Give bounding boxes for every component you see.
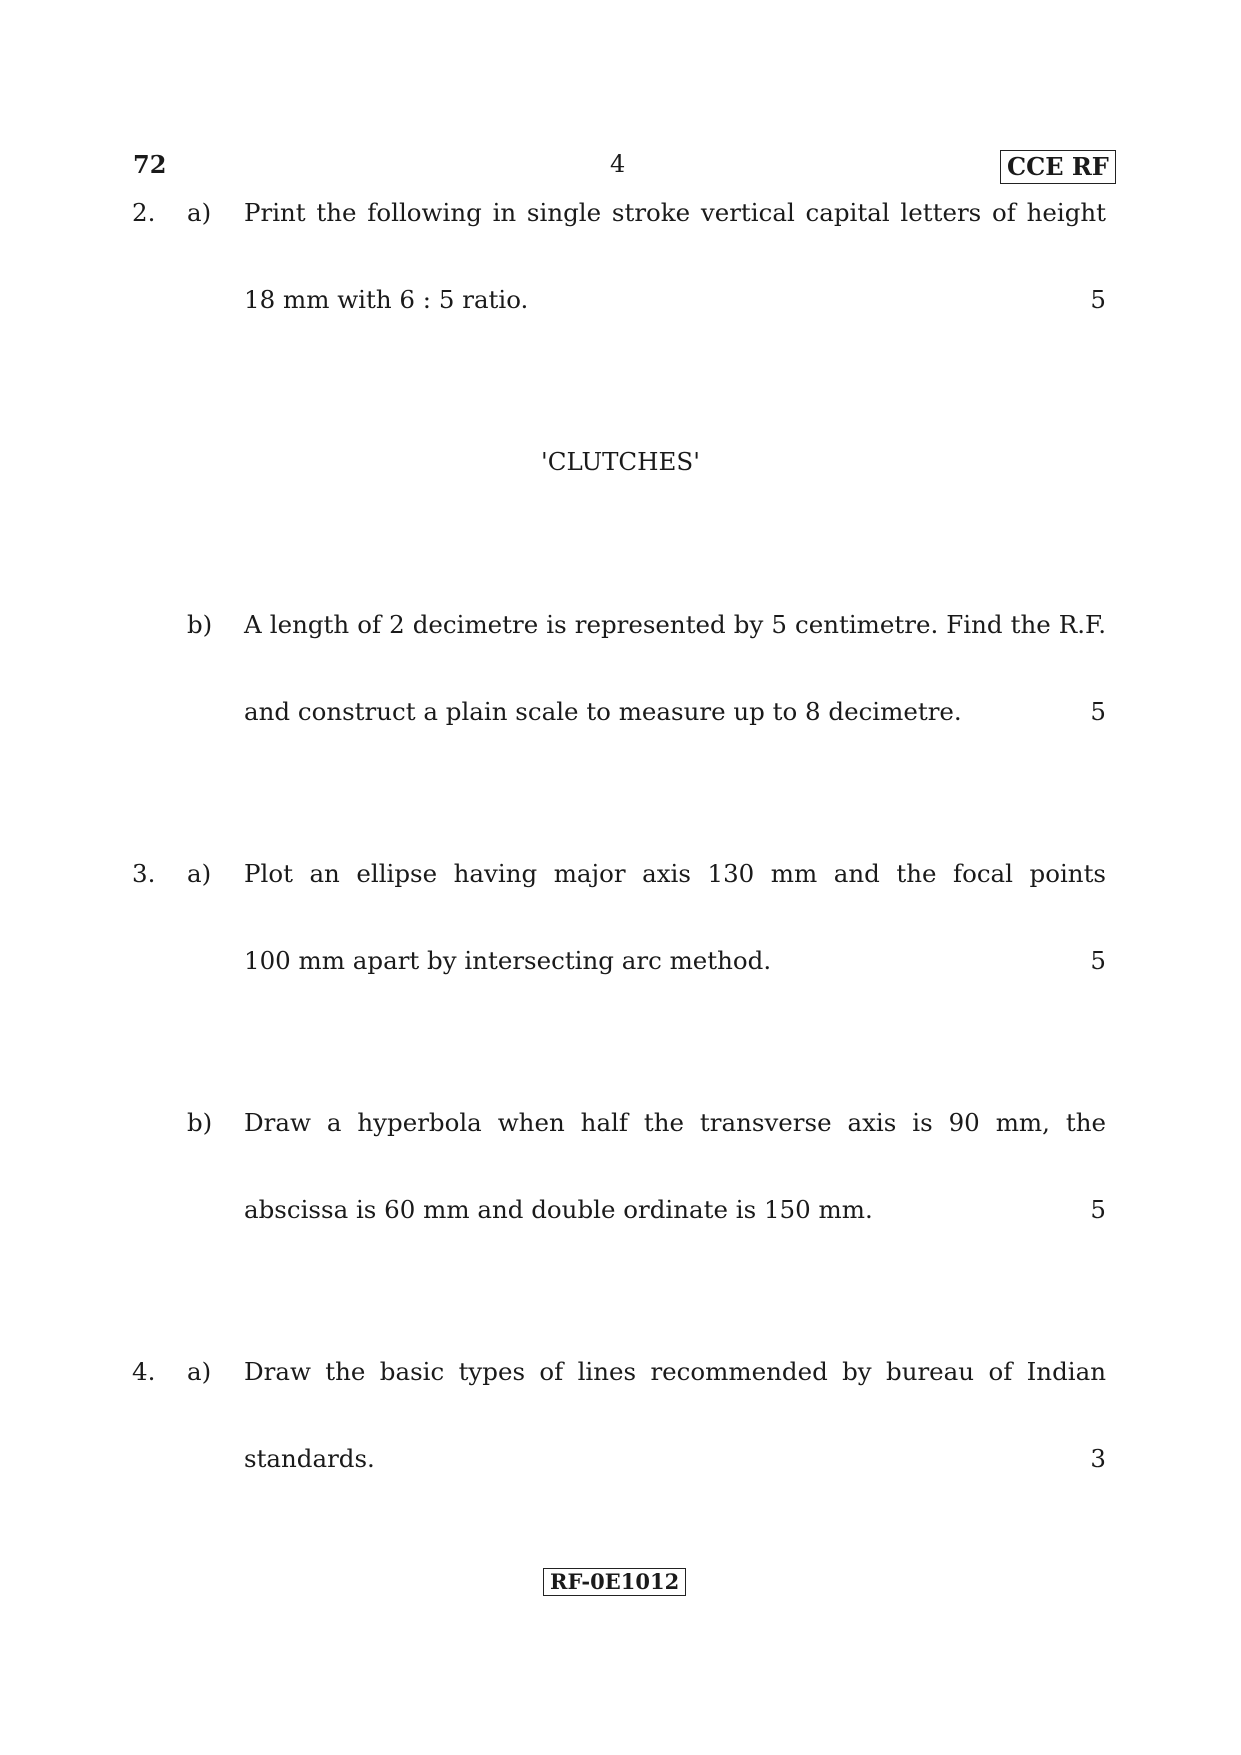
question-text-line: Draw the basic types of lines recommended by bureau of Indian xyxy=(244,1357,1106,1386)
part-label: b) xyxy=(187,1108,213,1137)
page-number: 4 xyxy=(610,150,626,178)
paper-code-box: CCE RF xyxy=(1000,150,1116,184)
marks: 5 xyxy=(1090,946,1106,975)
question-text-line: and construct a plain scale to measure up to 8 decimetre. xyxy=(244,697,962,726)
question-text-line: abscissa is 60 mm and double ordinate is 150 mm. xyxy=(244,1195,873,1224)
question-number: 2. xyxy=(132,198,156,227)
marks: 5 xyxy=(1090,697,1106,726)
question-number: 4. xyxy=(132,1357,156,1386)
question-text-line: A length of 2 decimetre is represented by 5 centimetre. Find the R.F. xyxy=(244,610,1106,639)
marks: 3 xyxy=(1090,1444,1106,1473)
question-text-line: 18 mm with 6 : 5 ratio. xyxy=(244,285,529,314)
part-label: a) xyxy=(187,1357,212,1386)
part-label: b) xyxy=(187,610,213,639)
part-label: a) xyxy=(187,859,212,888)
question-text-line: Draw a hyperbola when half the transverse axis is 90 mm, the xyxy=(244,1108,1106,1137)
question-text-line: 100 mm apart by intersecting arc method. xyxy=(244,946,772,975)
marks: 5 xyxy=(1090,1195,1106,1224)
question-text-line: Plot an ellipse having major axis 130 mm and the focal points xyxy=(244,859,1106,888)
display-word: 'CLUTCHES' xyxy=(541,447,700,476)
paper-number: 72 xyxy=(133,150,167,179)
part-label: a) xyxy=(187,198,212,227)
question-text-line: Print the following in single stroke vertical capital letters of height xyxy=(244,198,1106,227)
footer-code-box: RF-0E1012 xyxy=(543,1568,686,1596)
question-text-line: standards. xyxy=(244,1444,375,1473)
question-number: 3. xyxy=(132,859,156,888)
marks: 5 xyxy=(1090,285,1106,314)
